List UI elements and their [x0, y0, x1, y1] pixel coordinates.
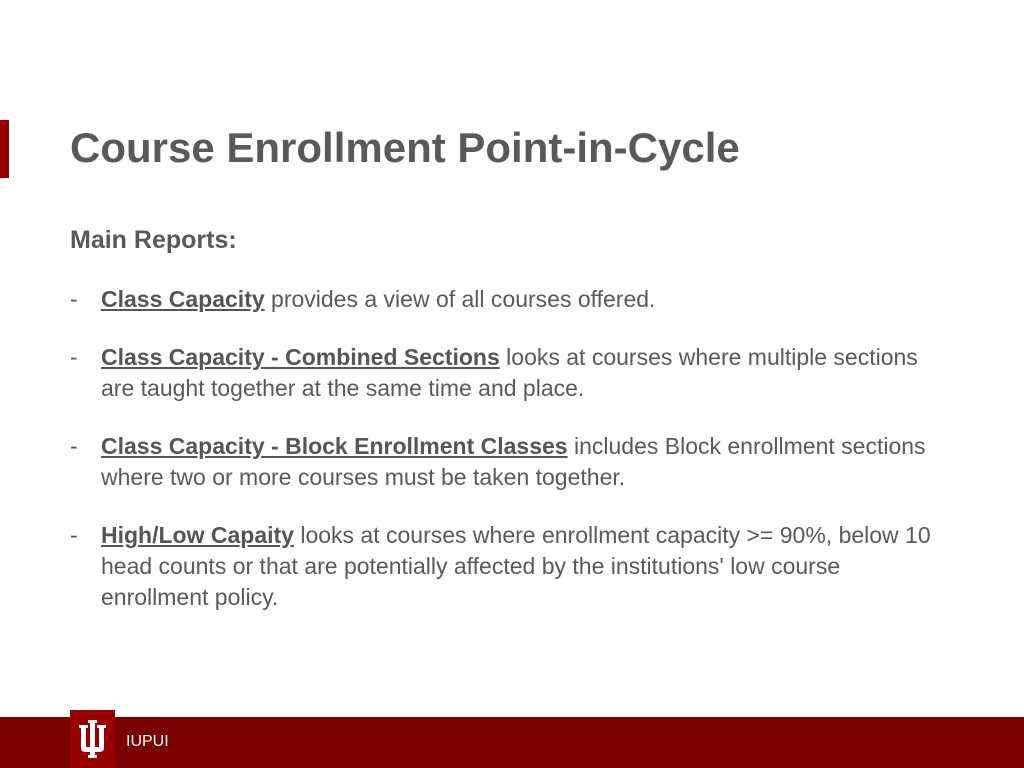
list-bullet: -: [70, 286, 78, 312]
combined-sections-link[interactable]: Class Capacity - Combined Sections: [101, 344, 500, 370]
list-bullet: -: [70, 344, 78, 370]
report-item-combined-sections: [70, 342, 950, 404]
iu-trident-icon: [77, 720, 108, 758]
footer-label: IUPUI: [126, 733, 169, 750]
list-bullet: -: [70, 433, 78, 459]
report-item-class-capacity: [70, 284, 950, 315]
main-reports-heading: Main Reports:: [70, 226, 237, 254]
report-description: looks at courses where enrollment capacity >= 90%, below 10 head counts or that are potentially affected by the institutions' low course enrollment policy.: [101, 522, 931, 610]
report-description: provides a view of all courses offered.: [264, 286, 656, 312]
report-item-block-enrollment: [70, 431, 950, 493]
report-list: [70, 284, 950, 640]
list-bullet: -: [70, 522, 78, 548]
block-enrollment-link[interactable]: Class Capacity - Block Enrollment Classes: [101, 433, 568, 459]
class-capacity-link[interactable]: Class Capacity: [101, 286, 265, 312]
slide-title: Course Enrollment Point-in-Cycle: [70, 124, 740, 171]
report-description: includes Block enrollment sections where two or more courses must be taken together.: [101, 433, 926, 490]
iu-logo: [70, 710, 115, 768]
title-accent-bar: [0, 120, 9, 178]
high-low-capacity-link[interactable]: High/Low Capaity: [101, 522, 294, 548]
report-item-high-low-capacity: [70, 520, 950, 613]
report-description: looks at courses where multiple sections are taught together at the same time and place.: [101, 344, 918, 401]
